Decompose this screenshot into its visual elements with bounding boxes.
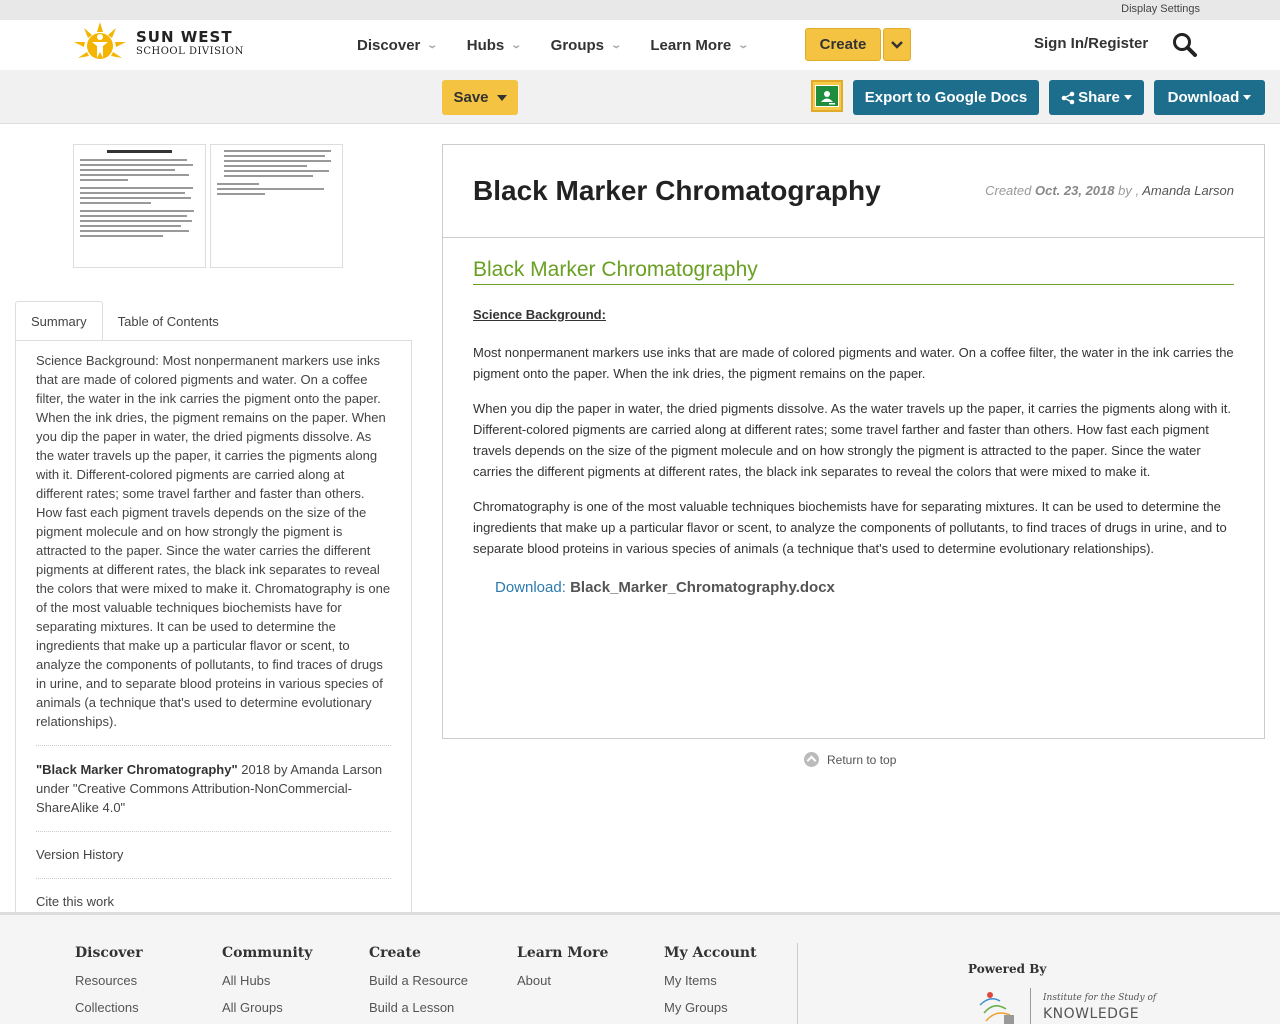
divider: [36, 831, 391, 832]
main-nav: [357, 20, 778, 70]
footer-heading: My Account: [664, 945, 757, 961]
footer-link[interactable]: About: [517, 973, 551, 988]
caret-down-icon: [497, 95, 507, 101]
author-link[interactable]: Amanda Larson: [1142, 183, 1234, 198]
footer-link[interactable]: Collections: [75, 1000, 139, 1015]
footer-separator: [797, 943, 798, 1024]
footer-col-learn-more: [517, 945, 608, 1000]
google-classroom-icon: [815, 85, 839, 107]
created-date: Oct. 23, 2018: [1034, 183, 1115, 198]
nav-hubs[interactable]: [467, 37, 521, 54]
logo-text: [136, 27, 244, 57]
sidebar-tabs: [15, 301, 234, 341]
isk-logo[interactable]: [976, 987, 1156, 1024]
footer-link[interactable]: My Items: [664, 973, 717, 988]
share-label: Share: [1078, 89, 1120, 106]
page-thumbnails: [73, 144, 347, 268]
thumb-line: [80, 179, 128, 181]
footer-link[interactable]: All Groups: [222, 1000, 283, 1015]
chevron-down-icon: ⌄: [426, 39, 439, 51]
nav-discover-label: Discover: [357, 36, 421, 54]
return-to-top-label: Return to top: [827, 752, 897, 767]
created-prefix: Created: [985, 183, 1032, 198]
thumb-line: [224, 160, 331, 162]
logo-line2: SCHOOL DIVISION: [136, 45, 244, 57]
footer-col-community: [222, 945, 312, 1024]
license-rest: 2018 by Amanda Larson under "Creative Commons Attribution-NonCommercial-ShareAlike 4.0": [36, 762, 383, 815]
display-settings-link[interactable]: Display Settings: [1121, 3, 1200, 15]
isk-mark-icon: [976, 987, 1018, 1024]
footer-col-my-account: [664, 945, 757, 1024]
footer-col-create: [369, 945, 468, 1024]
paragraph: Most nonpermanent markers use inks that are made of colored pigments and water. On a coffee filter, the water in the ink carries the pigment onto the paper. When the ink dries, the pigment remains on the paper.: [473, 345, 1234, 381]
thumb-line: [217, 193, 265, 195]
create-button[interactable]: Create: [805, 28, 881, 61]
isk-divider: [1030, 988, 1031, 1024]
thumb-line: [80, 230, 189, 232]
thumb-line: [80, 210, 194, 212]
thumb-line: [80, 220, 192, 222]
thumb-line: [80, 202, 151, 204]
isk-line1: Institute for the Study of: [1043, 992, 1157, 1003]
share-button[interactable]: [1049, 80, 1144, 115]
created-by: by ,: [1118, 183, 1140, 198]
sign-in-register-link[interactable]: Sign In/Register: [1034, 35, 1149, 52]
arrow-up-circle-icon: [804, 752, 819, 767]
footer-col-discover: [75, 945, 143, 1024]
download-button[interactable]: [1154, 80, 1265, 115]
thumb-title-line: [107, 150, 172, 153]
search-icon[interactable]: [1172, 32, 1198, 58]
save-button[interactable]: [442, 80, 518, 115]
download-colon: :: [561, 579, 566, 596]
export-google-docs-button[interactable]: Export to Google Docs: [853, 80, 1039, 115]
isk-text: [1043, 993, 1156, 1022]
footer-heading: Discover: [75, 945, 143, 961]
document-heading: Black Marker Chromatography: [473, 258, 1234, 285]
save-label: Save: [453, 89, 489, 106]
site-header: [0, 20, 1280, 70]
footer-heading: Create: [369, 945, 421, 961]
thumb-line: [80, 174, 189, 176]
sun-west-logo[interactable]: [70, 20, 244, 66]
thumb-line: [80, 192, 185, 194]
thumb-line: [80, 197, 191, 199]
page-thumbnail-1[interactable]: [73, 144, 206, 268]
resource-content: [442, 144, 1265, 739]
thumb-line: [80, 215, 187, 217]
thumb-line: [224, 175, 313, 177]
tab-table-of-contents[interactable]: Table of Contents: [117, 313, 219, 329]
cite-this-work-link[interactable]: Cite this work: [36, 894, 115, 909]
powered-by-label: Powered By: [968, 962, 1047, 976]
caret-down-icon: [1124, 95, 1132, 100]
thumb-line: [224, 155, 325, 157]
footer-heading: Learn More: [517, 945, 609, 961]
thumb-line: [224, 150, 331, 152]
return-to-top-link[interactable]: [804, 752, 896, 767]
footer-link[interactable]: Build a Lesson: [369, 1000, 455, 1015]
divider: [36, 878, 391, 879]
sun-logo-icon: [70, 20, 130, 66]
isk-line2: KNOWLEDGE: [1043, 1005, 1140, 1022]
nav-groups-label: Groups: [550, 36, 604, 54]
logo-line1: SUN WEST: [136, 27, 233, 46]
version-history-link[interactable]: Version History: [36, 847, 124, 862]
divider: [36, 745, 391, 746]
nav-learn-more-label: Learn More: [650, 36, 732, 54]
google-classroom-button[interactable]: [811, 80, 843, 112]
nav-learn-more[interactable]: [650, 36, 750, 54]
nav-groups[interactable]: [551, 37, 621, 54]
site-footer: [0, 912, 1280, 1024]
thumb-line: [217, 183, 259, 185]
thumb-line: [80, 187, 193, 189]
footer-link[interactable]: My Groups: [664, 1000, 728, 1015]
footer-link[interactable]: Build a Resource: [369, 973, 468, 988]
resource-toolbar: [0, 70, 1280, 124]
summary-panel: [15, 340, 412, 914]
footer-heading: Community: [222, 945, 313, 961]
thumb-line: [217, 188, 324, 190]
chevron-down-icon: ⌄: [510, 39, 523, 51]
thumb-line: [80, 159, 187, 161]
license-title: "Black Marker Chromatography": [36, 762, 238, 777]
file-name-link[interactable]: Black_Marker_Chromatography.docx: [570, 579, 835, 596]
file-download-line: [495, 579, 1234, 596]
content-header: [443, 145, 1264, 238]
paragraph: Chromatography is one of the most valuable techniques biochemists have for separating mixtures. It can be used to determine the ingredients that make up a particular flavor or scent, to analyze the components of pollutants, to find traces of drugs in urine, and to separate blood proteins in various species of animals (a technique that's used to determine evolutionary relationships).: [473, 499, 1227, 556]
thumb-line: [80, 225, 181, 227]
science-background-heading: Science Background:: [473, 307, 606, 322]
footer-link[interactable]: Resources: [75, 973, 138, 988]
file-download-link[interactable]: Download: [495, 579, 562, 596]
thumb-line: [224, 170, 329, 172]
thumb-line: [80, 164, 193, 166]
footer-link[interactable]: All Hubs: [222, 973, 271, 988]
nav-discover[interactable]: [357, 37, 437, 54]
caret-down-icon: [1243, 95, 1251, 100]
thumb-line: [224, 165, 307, 167]
thumb-line: [80, 169, 175, 171]
chevron-down-icon: ⌄: [737, 39, 750, 51]
chevron-down-icon: [890, 40, 904, 50]
share-icon: [1061, 91, 1075, 105]
summary-text: Science Background: Most nonpermanent markers use inks that are made of colored pigments and water. On a coffee filter, the water in the ink carries the pigment onto the paper. When the ink dries, the pigment remains on the paper. When you dip the paper in water, the dried pigments dissolve. As the water travels up the paper, it carries the pigments along with it. Different-colored pigments are carried along at different rates; some travel farther and faster than others. How fast each pigment travels depends on the size of the pigment molecule and on how strongly the pigment is attracted to the paper. Since the water carries the different pigments at different rates, the black ink separates to reveal the colors that were mixed to make it. Chromatography is one of the most valuable techniques biochemists have for separating mixtures. It can be used to determine the ingredients that make up a particular flavor or scent, to analyze the components of pollutants, to find traces of drugs in urine, and to separate blood proteins in various species of animals (a technique that's used to determine evolutionary relationships).: [36, 353, 391, 729]
resource-title: Black Marker Chromatography: [473, 175, 881, 206]
download-label: Download: [1167, 89, 1240, 106]
chevron-down-icon: ⌄: [610, 39, 623, 51]
paragraph: When you dip the paper in water, the dried pigments dissolve. As the water travels up the paper, it carries the pigments along with it. Different-colored pigments are carried along at different rates; some travel farther and faster than others. How fast each pigment travels depends on the size of the pigment molecule and on how strongly the pigment is attracted to the paper. Since the water carries the different pigments at different rates, the black ink separates to reveal the colors that were mixed to make it.: [473, 401, 1232, 479]
content-body: [443, 238, 1264, 616]
tab-summary[interactable]: Summary: [15, 301, 103, 341]
nav-hubs-label: Hubs: [466, 36, 505, 54]
utility-bar: [0, 0, 1280, 20]
created-meta: [985, 183, 1234, 198]
page-thumbnail-2[interactable]: [210, 144, 343, 268]
thumb-line: [80, 235, 163, 237]
license-text: [36, 760, 391, 817]
create-dropdown-button[interactable]: [883, 28, 911, 61]
